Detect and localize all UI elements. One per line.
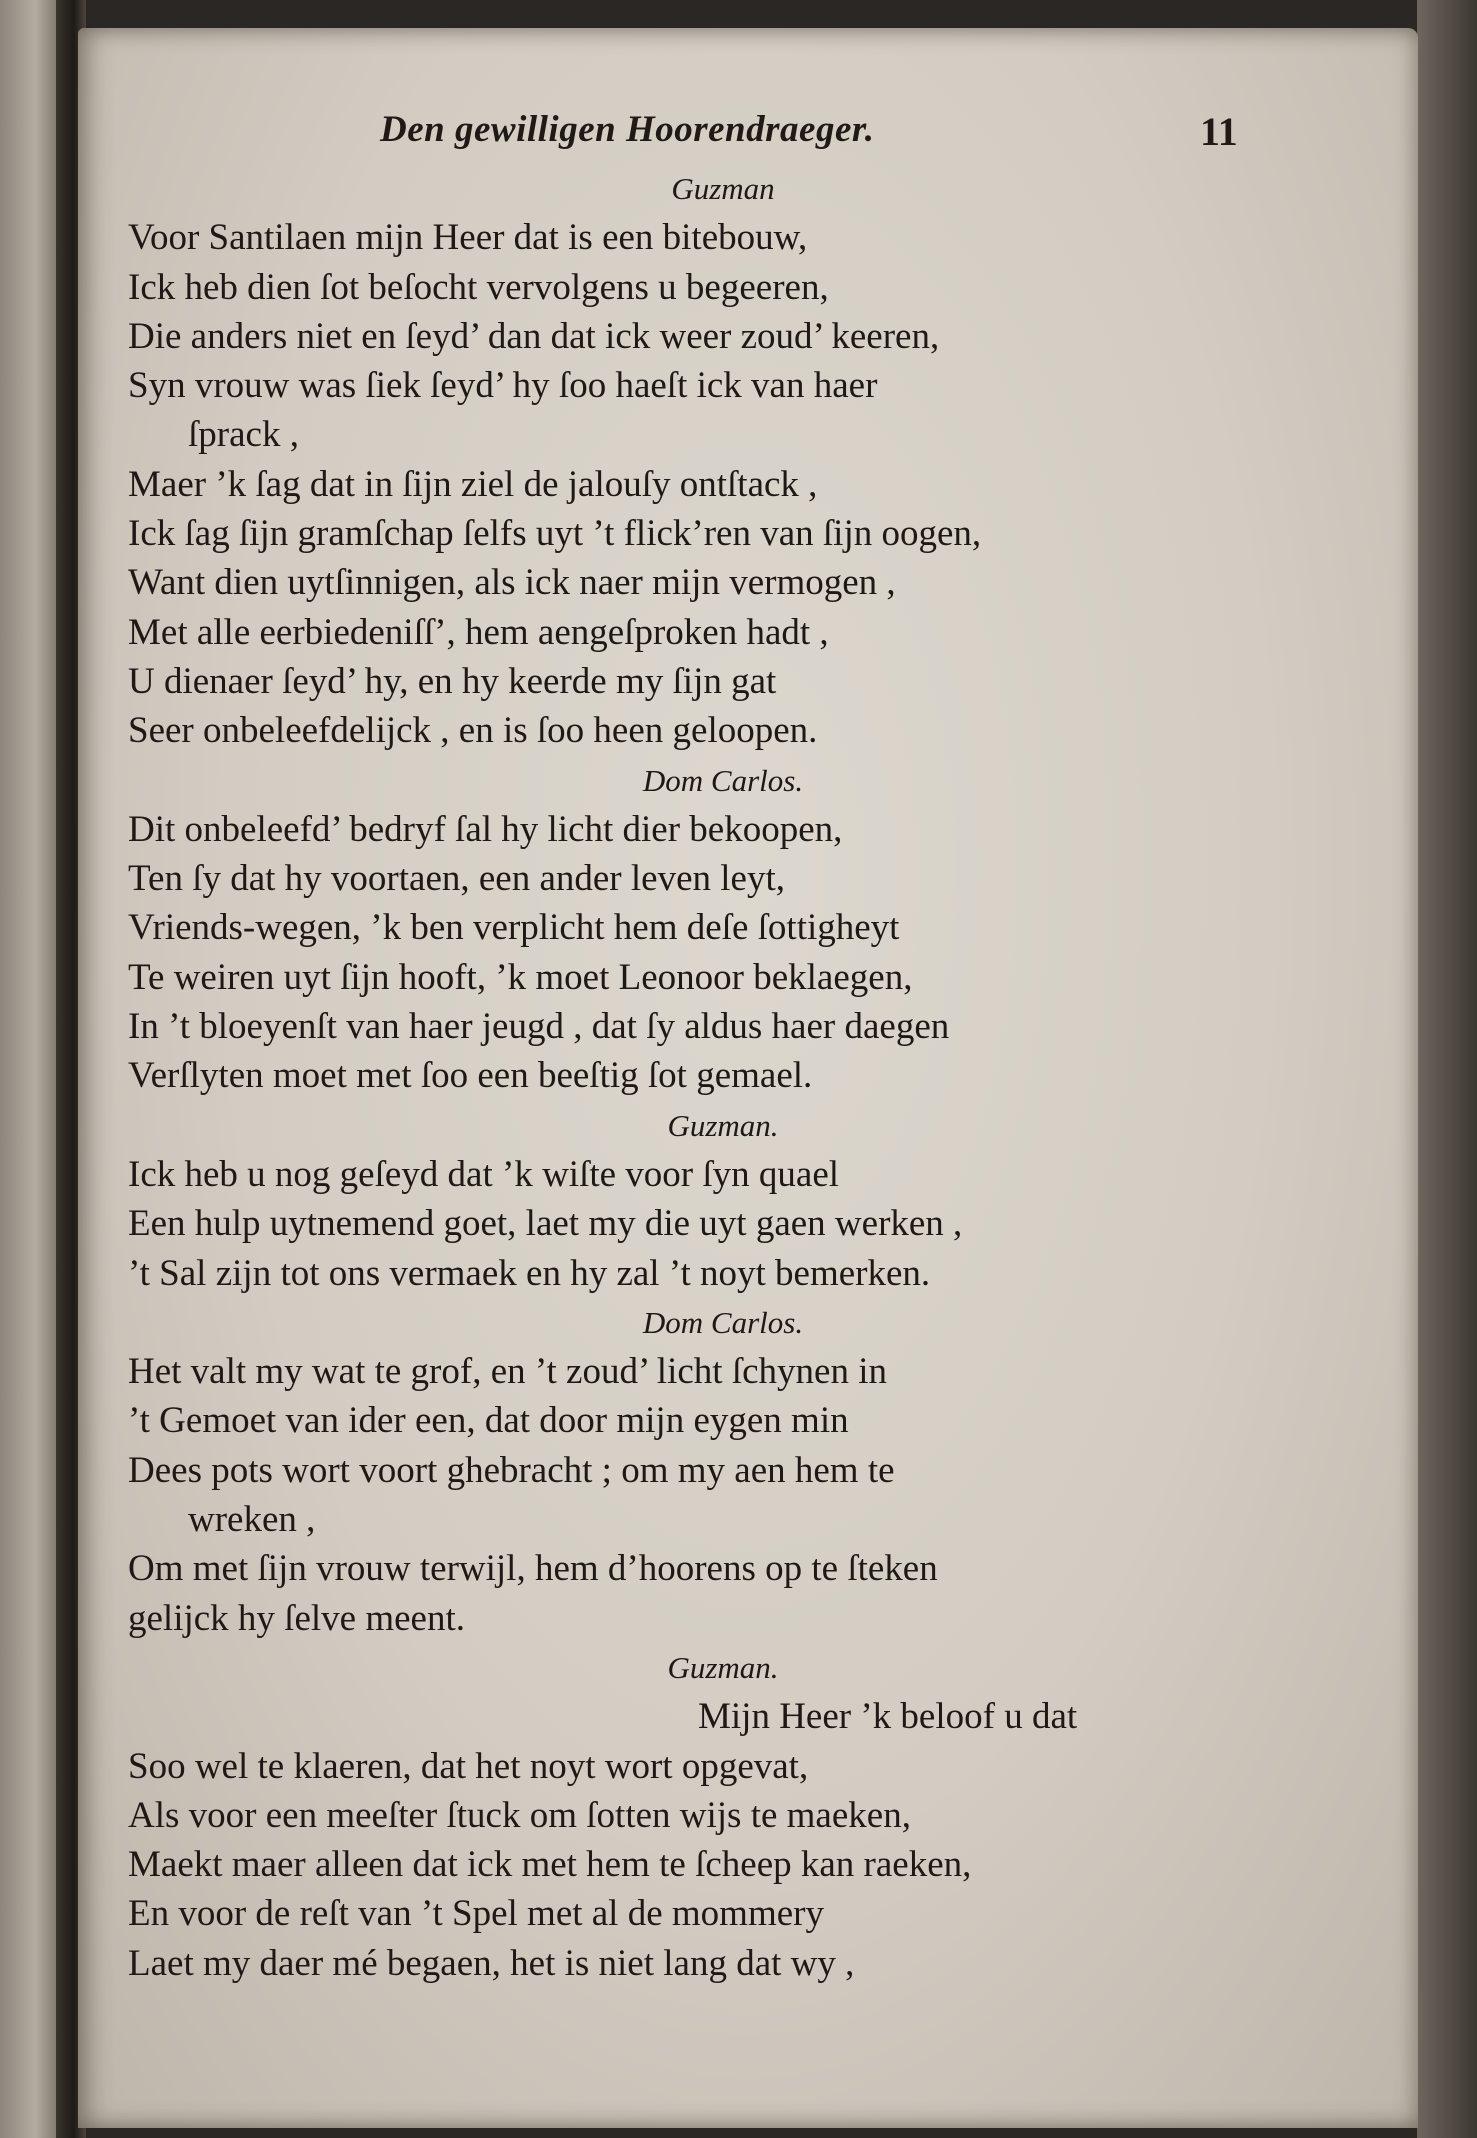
verse-line: Maer ’k ſag dat in ſijn ziel de jalouſy ontſtack , (128, 463, 818, 505)
verse-line: Ick heb dien ſot beſocht vervolgens u begeeren, (128, 266, 829, 308)
verse-line: En voor de reſt van ’t Spel met al de mommery (128, 1893, 824, 1935)
verse-line: Te weiren uyt ſijn hooft, ’k moet Leonoor beklaegen, (128, 956, 913, 998)
verse-line: Want dien uytſinnigen, als ick naer mijn vermogen , (128, 562, 896, 604)
verse-continuation: wreken , (188, 1499, 316, 1541)
verse-line: Het valt my wat te grof, en ’t zoud’ licht ſchynen in (128, 1351, 887, 1393)
verse-line: Vriends-wegen, ’k ben verplicht hem deſe ſottigheyt (128, 907, 900, 949)
verse-line: Seer onbeleefdelijck , en is ſoo heen geloopen. (128, 710, 818, 752)
verse-line: Dees pots wort voort ghebracht ; om my aen hem te (128, 1449, 895, 1491)
verse-line: Voor Santilaen mijn Heer dat is een bitebouw, (128, 217, 808, 259)
speaker-name: Dom Carlos. (642, 1304, 804, 1340)
verse-line: Dit onbeleefd’ bedryf ſal hy licht dier bekoopen, (128, 808, 843, 850)
page-header (380, 108, 1280, 164)
facing-page-edge (0, 0, 64, 2138)
verse-line: gelijck hy ſelve meent. (128, 1597, 465, 1639)
speaker-name: Guzman (671, 171, 775, 206)
page-number: 11 (1200, 109, 1238, 154)
verse-line: Verſlyten moet met ſoo een beeſtig ſot gemael. (128, 1055, 813, 1097)
verse-line: Die anders niet en ſeyd’ dan dat ick weer zoud’ keeren, (128, 315, 940, 357)
verse-line: U dienaer ſeyd’ hy, en hy keerde my ſijn gat (128, 660, 777, 702)
verse-line: Om met ſijn vrouw terwijl, hem d’hoorens op te ſteken (128, 1548, 938, 1590)
speaker-name: Dom Carlos. (642, 762, 804, 798)
speaker-name: Guzman. (667, 1107, 779, 1143)
verse-half-line: Mijn Heer ’k beloof u dat (698, 1696, 1078, 1738)
verse-line: Syn vrouw was ſiek ſeyd’ hy ſoo haeſt ick van haer (128, 365, 878, 407)
speaker-name: Guzman. (667, 1649, 779, 1685)
verse-line: In ’t bloeyenſt van haer jeugd , dat ſy aldus haer daegen (128, 1006, 950, 1048)
running-title: Den gewilligen Hoorendraeger. (380, 109, 875, 150)
verse-continuation: ſprack , (188, 414, 299, 456)
verse-line: Een hulp uytnemend goet, laet my die uyt gaen werken , (128, 1203, 963, 1245)
verse-line: Als voor een meeſter ſtuck om ſotten wijs te maeken, (128, 1794, 911, 1836)
verse-line: Ick ſag ſijn gramſchap ſelfs uyt ’t flick’ren van ſijn oogen, (128, 513, 982, 555)
verse-line: ’t Gemoet van ider een, dat door mijn eygen min (128, 1400, 849, 1442)
verse-line: Ten ſy dat hy voortaen, een ander leven leyt, (128, 858, 785, 900)
verse-line: ’t Sal zijn tot ons vermaek en hy zal ’t noyt bemerken. (128, 1252, 931, 1294)
verse-line: Laet my daer mé begaen, het is niet lang dat wy , (128, 1942, 855, 1984)
verse-line: Met alle eerbiedeniſſ’, hem aengeſproken hadt , (128, 611, 829, 653)
verse-line: Maekt maer alleen dat ick met hem te ſcheep kan raeken, (128, 1844, 972, 1886)
page-stack-edge (1417, 0, 1477, 2138)
verse-line: Ick heb u nog geſeyd dat ’k wiſte voor ſyn quael (128, 1153, 840, 1195)
verse-line: Soo wel te klaeren, dat het noyt wort opgevat, (128, 1745, 809, 1787)
play-text (128, 164, 1288, 1988)
